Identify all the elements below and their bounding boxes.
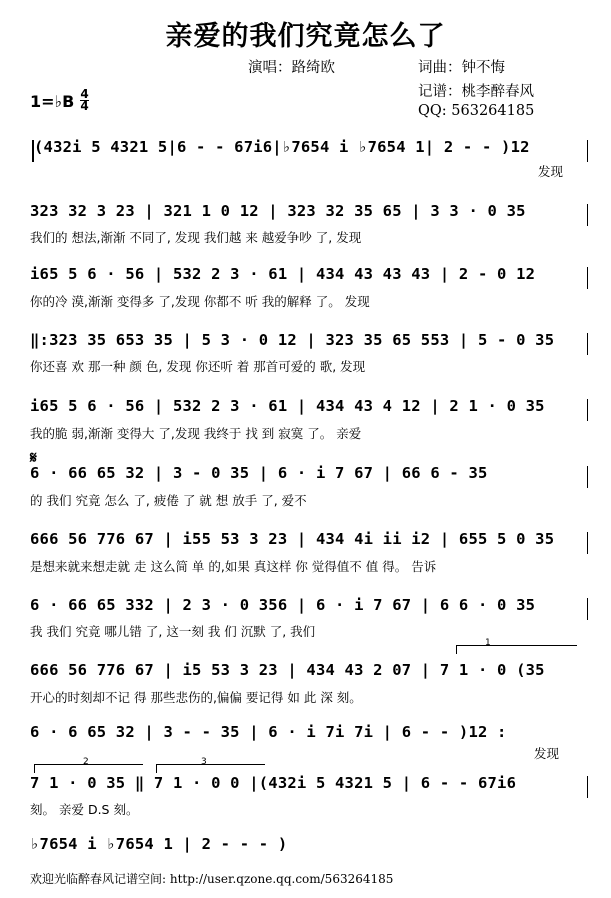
barline-end [587, 776, 589, 798]
score-row [28, 661, 588, 687]
barline-end [587, 204, 589, 226]
barline-end [587, 333, 589, 355]
barline-end [587, 466, 589, 488]
segno-sign: 𝄋 [30, 448, 37, 467]
row-lyrics: 我的脆 弱,渐渐 变得大 了,发现 我终于 找 到 寂寞 了。 亲爱 [30, 426, 362, 441]
row-notes: ♭7654 i ♭7654 1 | 2 - - - ) [30, 835, 288, 853]
barline-end [587, 267, 589, 289]
row-lyrics: 我们的 想法,渐渐 不同了, 发现 我们越 来 越爱争吵 了, 发现 [30, 230, 362, 245]
row-lyrics: 开心的时刻却不记 得 那些悲伤的,偏偏 要记得 如 此 深 刻。 [30, 690, 362, 705]
row-lyrics: 是想来就来想走就 走 这么简 单 的,如果 真这样 你 觉得值不 值 得。 告诉 [30, 559, 437, 574]
score-row [28, 723, 588, 749]
volta-bracket-3 [156, 757, 265, 773]
row-notes: i65 5 6 · 56 | 532 2 3 · 61 | 434 43 43 43 | 2 - 0 12 [30, 265, 536, 283]
score-row [28, 530, 588, 556]
score-row [28, 596, 588, 622]
qq-credit: QQ: 563264185 [418, 103, 535, 119]
row-notes: 666 56 776 67 | i5 53 3 23 | 434 43 2 07 | 7 1 · 0 (35 [30, 661, 545, 679]
time-signature [80, 89, 89, 112]
transcriber-credit: 记谱：桃李醉春风 [418, 84, 534, 100]
score-row [28, 202, 588, 228]
singer-credit: 演唱：路绮欧 [248, 60, 335, 76]
row-lyrics: 的 我们 究竟 怎么 了, 疲倦 了 就 想 放手 了, 爱不 [30, 493, 307, 508]
row-lyrics: 你还喜 欢 那一种 颜 色, 发现 你还听 着 那首可爱的 歌, 发现 [30, 359, 366, 374]
score-row [28, 138, 588, 164]
row-lyrics: 刻。 亲爱 D.S 刻。 [30, 802, 139, 817]
footer-text: 欢迎光临醉春风记谱空间: http://user.qzone.qq.com/563264185 [30, 872, 394, 886]
barline-end [587, 140, 589, 162]
time-signature-top: 4 [80, 87, 89, 101]
song-title: 亲爱的我们究竟怎么了 [165, 21, 446, 52]
row-lyrics-right: 发现 [538, 164, 564, 179]
volta-bracket-2 [34, 757, 143, 773]
volta-number-3: 3 [201, 757, 207, 767]
row-notes: 666 56 776 67 | i55 53 3 23 | 434 4i ii i2 | 655 5 0 35 [30, 530, 555, 548]
row-notes: (432i 5 4321 5|6 - - 67i6|♭7654 i ♭7654 1| 2 - - )12 [34, 138, 530, 156]
row-notes: 6 · 6 65 32 | 3 - - 35 | 6 · i 7i 7i | 6 - - )12 : [30, 723, 507, 741]
barline-end [587, 399, 589, 421]
barline-end [587, 532, 589, 554]
volta-number-1: 1 [485, 638, 491, 648]
row-notes: ‖:323 35 653 35 | 5 3 · 0 12 | 323 35 65 553 | 5 - 0 35 [30, 331, 555, 349]
score-row [28, 835, 588, 861]
volta-bracket-1 [456, 638, 577, 654]
row-lyrics: 我 我们 究竟 哪儿错 了, 这一刻 我 们 沉默 了, 我们 [30, 624, 316, 639]
score-row [28, 464, 588, 490]
key-signature: 1=♭B [30, 92, 75, 111]
volta-number-2: 2 [83, 757, 89, 767]
score-row [28, 397, 588, 423]
score-row [28, 331, 588, 357]
row-notes: 6 · 66 65 332 | 2 3 · 0 356 | 6 · i 7 67 | 6 6 · 0 35 [30, 596, 536, 614]
barline-end [587, 598, 589, 620]
composer-credit: 词曲：钟不悔 [418, 60, 505, 76]
score-row [28, 265, 588, 291]
time-signature-bottom: 4 [80, 99, 89, 113]
row-notes: i65 5 6 · 56 | 532 2 3 · 61 | 434 43 4 12 | 2 1 · 0 35 [30, 397, 545, 415]
row-lyrics: 你的冷 漠,渐渐 变得多 了,发现 你都不 听 我的解释 了。 发现 [30, 294, 370, 309]
row-notes: 323 32 3 23 | 321 1 0 12 | 323 32 35 65 | 3 3 · 0 35 [30, 202, 526, 220]
row-notes: 7 1 · 0 35 ‖ 7 1 · 0 0 |(432i 5 4321 5 | 6 - - 67i6 [30, 774, 517, 792]
score-row [28, 774, 588, 800]
row-lyrics-right: 发现 [534, 746, 560, 761]
row-notes: 6 · 66 65 32 | 3 - 0 35 | 6 · i 7 67 | 66 6 - 35 [30, 464, 488, 482]
